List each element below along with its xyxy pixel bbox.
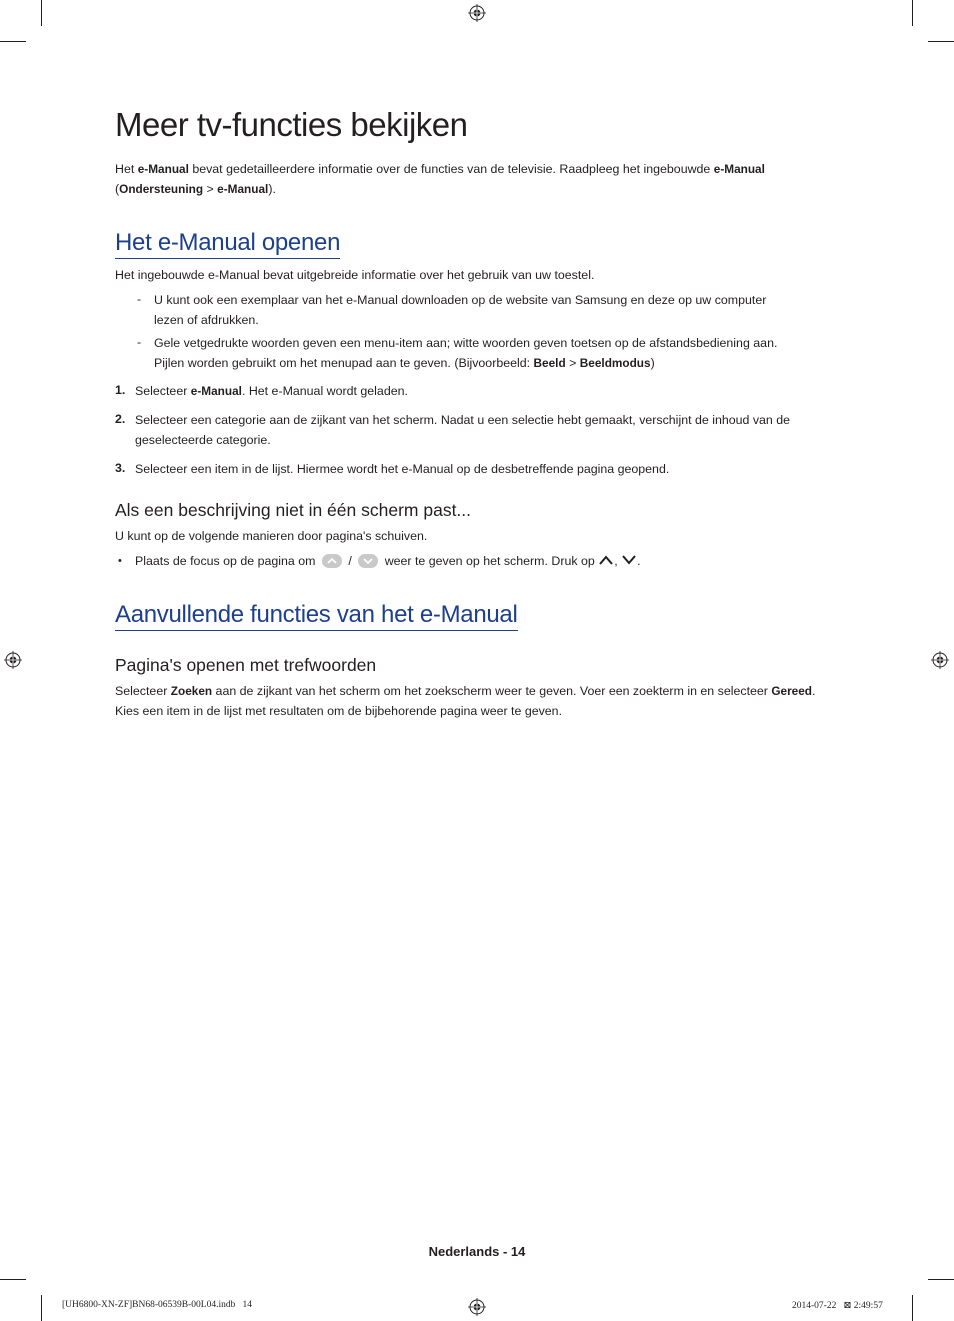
registration-mark-icon <box>931 651 949 669</box>
section1-intro: Het ingebouwde e-Manual bevat uitgebreide informatie over het gebruik van uw toestel. <box>115 268 595 282</box>
crop-mark-top-left-horizontal <box>0 41 26 42</box>
bold-gereed: Gereed <box>771 684 813 698</box>
page-title: Meer tv-functies bekijken <box>115 106 468 143</box>
note-download <box>154 290 834 330</box>
intro-paragraph <box>115 160 835 199</box>
section-heading-additional-functions: Aanvullende functies van het e-Manual <box>115 601 518 631</box>
intro-text: ( <box>115 181 120 196</box>
bullet-scroll-focus <box>135 552 855 572</box>
intro-text: Het <box>115 162 138 176</box>
step-number: 1. <box>115 383 126 397</box>
intro-text: bevat gedetailleerdere informatie over de functies van de televisie. Raadpleeg het ingebouwde <box>188 162 714 176</box>
crop-mark-top-right-horizontal <box>928 41 954 42</box>
chevron-down-icon <box>621 554 637 566</box>
intro-bold-emanual: e-Manual <box>217 181 269 196</box>
bullet-slash: / <box>344 554 356 568</box>
scroll-up-pill-icon <box>322 554 342 568</box>
step-text: . Het e-Manual wordt geladen. <box>241 384 408 398</box>
step-text: Selecteer een categorie aan de zijkant van het scherm. Nadat u een selectie hebt gemaakt, verschijnt de inhoud van de <box>135 413 791 427</box>
note-line: Pijlen worden gebruikt om het menupad aan te geven. (Bijvoorbeeld: <box>154 356 534 370</box>
subsection-intro: U kunt op de volgende manieren door pagina's schuiven. <box>115 529 428 543</box>
step-1 <box>135 381 835 401</box>
crop-mark-top-left-vertical <box>41 0 42 26</box>
note-line: U kunt ook een exemplaar van het e-Manual downloaden op de website van Samsung en deze op uw computer <box>154 293 767 307</box>
keyword-search-paragraph <box>115 682 855 721</box>
intro-text: ). <box>268 181 276 196</box>
chevron-up-icon <box>598 554 614 566</box>
registration-mark-icon <box>468 4 486 22</box>
note-line: Gele vetgedrukte woorden geven een menu-item aan; witte woorden geven toetsen op de afstandsbediening aan. <box>154 336 778 350</box>
note-bold-words <box>154 333 834 373</box>
crop-mark-bottom-left-vertical <box>41 1295 42 1321</box>
page-number: Nederlands - 14 <box>428 1244 526 1259</box>
step-text: geselecteerde categorie. <box>135 433 271 447</box>
crop-mark-bottom-left-horizontal <box>0 1279 26 1280</box>
note-bold-beeldmodus: Beeldmodus <box>579 356 651 370</box>
subheading-keyword-search: Pagina's openen met trefwoorden <box>115 655 377 675</box>
note-marker: - <box>137 335 142 349</box>
step-3: Selecteer een item in de lijst. Hiermee wordt het e-Manual op de desbetreffende pagina geopend. <box>135 462 670 476</box>
registration-mark-icon <box>468 1298 486 1316</box>
note-marker: - <box>137 292 142 306</box>
step-number: 3. <box>115 461 126 475</box>
intro-separator: > <box>203 181 218 196</box>
bullet-text: weer te geven op het scherm. Druk op <box>381 554 599 568</box>
crop-mark-bottom-right-horizontal <box>928 1279 954 1280</box>
print-slug-timestamp: 2014-07-22 ⊠ 2:49:57 <box>792 1301 883 1311</box>
bullet-marker: • <box>118 555 122 567</box>
step-bold-emanual: e-Manual <box>190 384 242 398</box>
step-2 <box>135 410 835 450</box>
step-number: 2. <box>115 412 126 426</box>
bullet-text: Plaats de focus op de pagina om <box>135 554 319 568</box>
registration-mark-icon <box>4 651 22 669</box>
paragraph-text: Kies een item in de lijst met resultaten om de bijbehorende pagina weer te geven. <box>115 703 563 718</box>
bold-zoeken: Zoeken <box>170 684 213 698</box>
intro-bold-emanual: e-Manual <box>137 162 189 176</box>
bullet-comma: , <box>614 554 622 568</box>
paragraph-text: Selecteer <box>115 684 171 698</box>
paragraph-text: . <box>812 684 816 698</box>
note-bold-beeld: Beeld <box>533 356 566 370</box>
note-separator: > <box>565 356 580 370</box>
bullet-end: . <box>637 554 641 568</box>
paragraph-text: aan de zijkant van het scherm om het zoekscherm weer te geven. Voer een zoekterm in en selecteer <box>212 684 772 698</box>
intro-bold-emanual: e-Manual <box>713 162 765 176</box>
crop-mark-bottom-right-vertical <box>912 1295 913 1321</box>
section-heading-open-emanual: Het e-Manual openen <box>115 229 340 259</box>
note-line: lezen of afdrukken. <box>154 313 259 327</box>
intro-bold-support: Ondersteuning <box>119 181 204 196</box>
scroll-down-pill-icon <box>358 554 378 568</box>
print-slug-filename: [UH6800-XN-ZF]BN68-06539B-00L04.indb 14 <box>62 1300 252 1310</box>
note-line-end: ) <box>650 356 655 370</box>
crop-mark-top-right-vertical <box>912 0 913 26</box>
subheading-description-too-long: Als een beschrijving niet in één scherm past... <box>115 500 472 520</box>
step-text: Selecteer <box>135 384 191 398</box>
